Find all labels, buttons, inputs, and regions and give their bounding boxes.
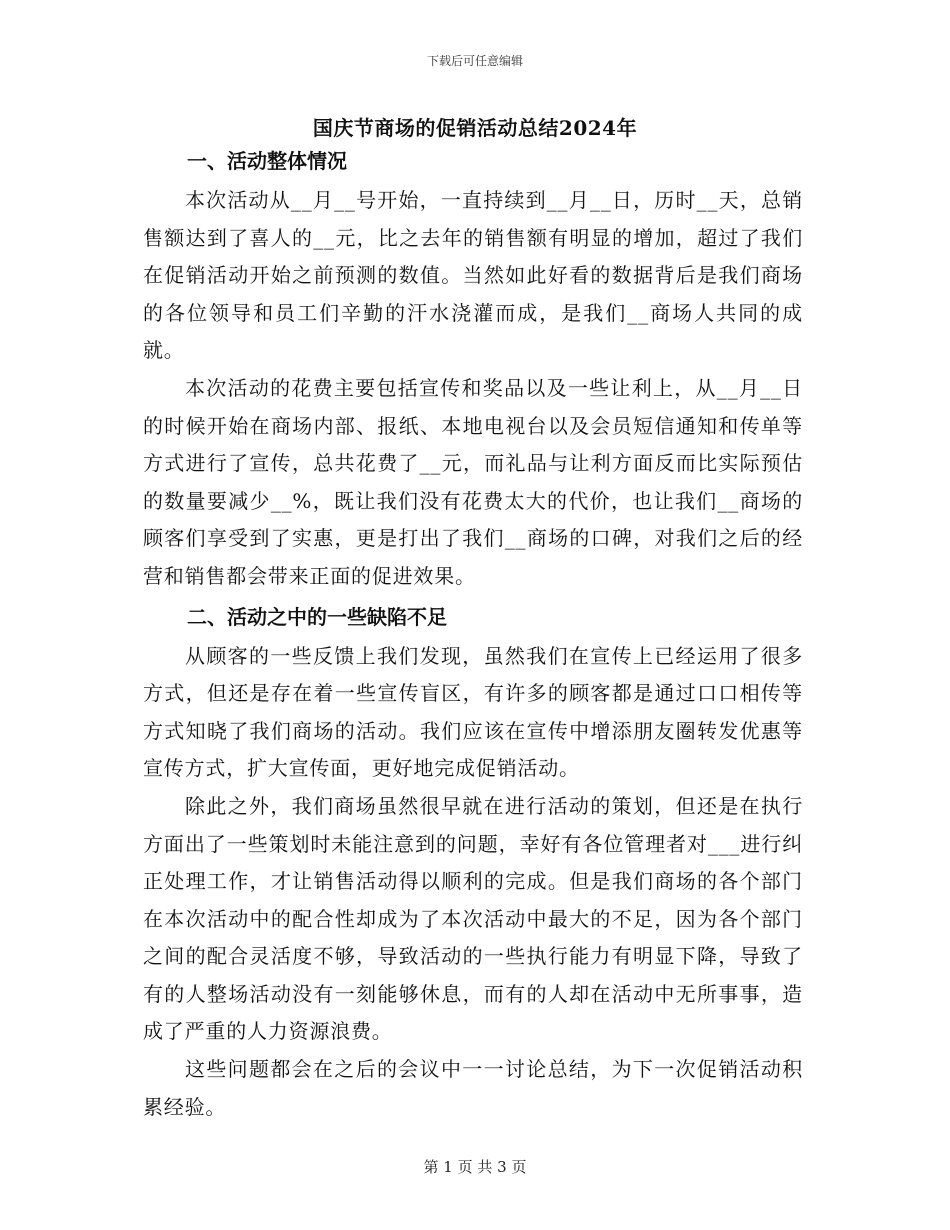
section-heading: 一、活动整体情况 [187,149,347,173]
paragraph: 除此之外，我们商场虽然很早就在进行活动的策划，但还是在执行方面出了一些策划时未能注意到的问题，幸好有各位管理者对___进行纠正处理工作，才让销售活动得以顺利的完成。但是我们商场的各个部门在本次活动中的配合性却成为了本次活动中最大的不足，因为各个部门之间的配合灵活度不够，导致活动的一些执行能力有明显下降，导致了有的人整场活动没有一刻能够休息，而有的人却在活动中无所事事，造成了严重的人力资源浪费。 [143,793,803,1044]
paragraph: 本次活动的花费主要包括宣传和奖品以及一些让利上，从__月__日的时候开始在商场内部、报纸、本地电视台以及会员短信通知和传单等方式进行了宣传，总共花费了__元，而礼品与让利方面反而比实际预估的数量要减少__%，既让我们没有花费太大的代价，也让我们__商场的顾客们享受到了实惠，更是打出了我们__商场的口碑，对我们之后的经营和销售都会带来正面的促进效果。 [143,375,803,588]
page-number-footer: 第 1 页 共 3 页 [423,1158,527,1176]
paragraph: 从顾客的一些反馈上我们发现，虽然我们在宣传上已经运用了很多方式，但还是存在着一些宣传盲区，有许多的顾客都是通过口口相传等方式知晓了我们商场的活动。我们应该在宣传中增添朋友圈转发优惠等宣传方式，扩大宣传面，更好地完成促销活动。 [143,643,803,781]
section-shortcomings [143,596,803,1127]
paragraph: 这些问题都会在之后的会议中一一讨论总结，为下一次促销活动积累经验。 [143,1057,803,1119]
document-body [143,140,803,1126]
section-overall [143,140,803,596]
document-title: 国庆节商场的促销活动总结2024年 [312,116,638,140]
paragraph: 本次活动从__月__号开始，一直持续到__月__日，历时__天，总销售额达到了喜人的__元，比之去年的销售额有明显的增加，超过了我们在促销活动开始之前预测的数值。当然如此好看的数据背后是我们商场的各位领导和员工们辛勤的汗水浇灌而成，是我们__商场人共同的成就。 [143,188,803,363]
section-heading: 二、活动之中的一些缺陷不足 [187,604,447,629]
header-note: 下载后可任意编辑 [426,54,523,68]
